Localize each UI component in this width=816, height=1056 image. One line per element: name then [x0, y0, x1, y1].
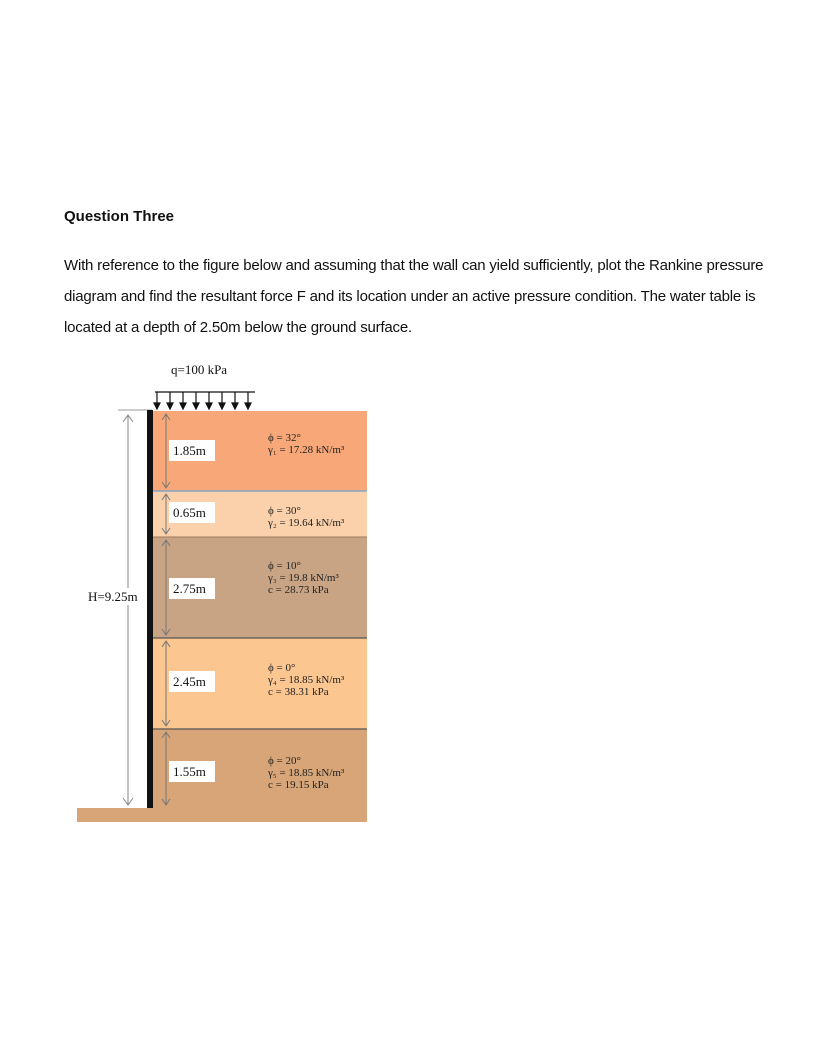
layer-2-properties	[268, 505, 344, 529]
total-height-label: H=9.25m	[88, 589, 138, 604]
layer-3-properties	[268, 560, 339, 596]
layer-4-thickness: 2.45m	[169, 671, 215, 692]
layer-2-phi: ϕ = 30°	[268, 505, 301, 517]
question-body: With reference to the figure below and assuming that the wall can yield sufficiently, plot the Rankine pressure diagram and find the resultant force F and its location under an active pressure condition. The water table is located at a depth of 2.50m below the ground surface.	[64, 257, 764, 336]
layer-5-thickness: 1.55m	[169, 761, 215, 782]
layer-2-thickness: 0.65m	[169, 502, 215, 523]
layer-5-cohesion: c = 19.15 kPa	[268, 779, 329, 791]
layer-4-properties	[268, 662, 344, 698]
layer-5-phi: ϕ = 20°	[268, 755, 301, 767]
layer-5-gamma: γ₅ = 18.85 kN/m³	[268, 767, 345, 779]
ground-base	[77, 808, 367, 822]
layer-1-phi: ϕ = 32°	[268, 432, 301, 444]
layer-5-properties	[268, 755, 344, 791]
surcharge-label: q=100 kPa	[171, 362, 228, 377]
layer-3-cohesion: c = 28.73 kPa	[268, 584, 329, 596]
layer-3-gamma: γ₃ = 19.8 kN/m³	[268, 572, 339, 584]
layer-3-thickness: 2.75m	[169, 578, 215, 599]
layer-4-cohesion: c = 38.31 kPa	[268, 686, 329, 698]
layer-1-properties	[268, 432, 344, 456]
total-height-dimension	[123, 415, 133, 805]
layer-4-gamma: γ₄ = 18.85 kN/m³	[268, 674, 345, 686]
layer-1-thickness: 1.85m	[169, 440, 215, 461]
retaining-wall	[147, 410, 153, 808]
question-title: Question Three	[64, 208, 175, 225]
layer-2-gamma: γ₂ = 19.64 kN/m³	[268, 517, 345, 529]
layer-1-gamma: γ₁ = 17.28 kN/m³	[268, 444, 345, 456]
surcharge-arrows	[154, 392, 255, 409]
layer-3-phi: ϕ = 10°	[268, 560, 301, 572]
layer-4-phi: ϕ = 0°	[268, 662, 296, 674]
